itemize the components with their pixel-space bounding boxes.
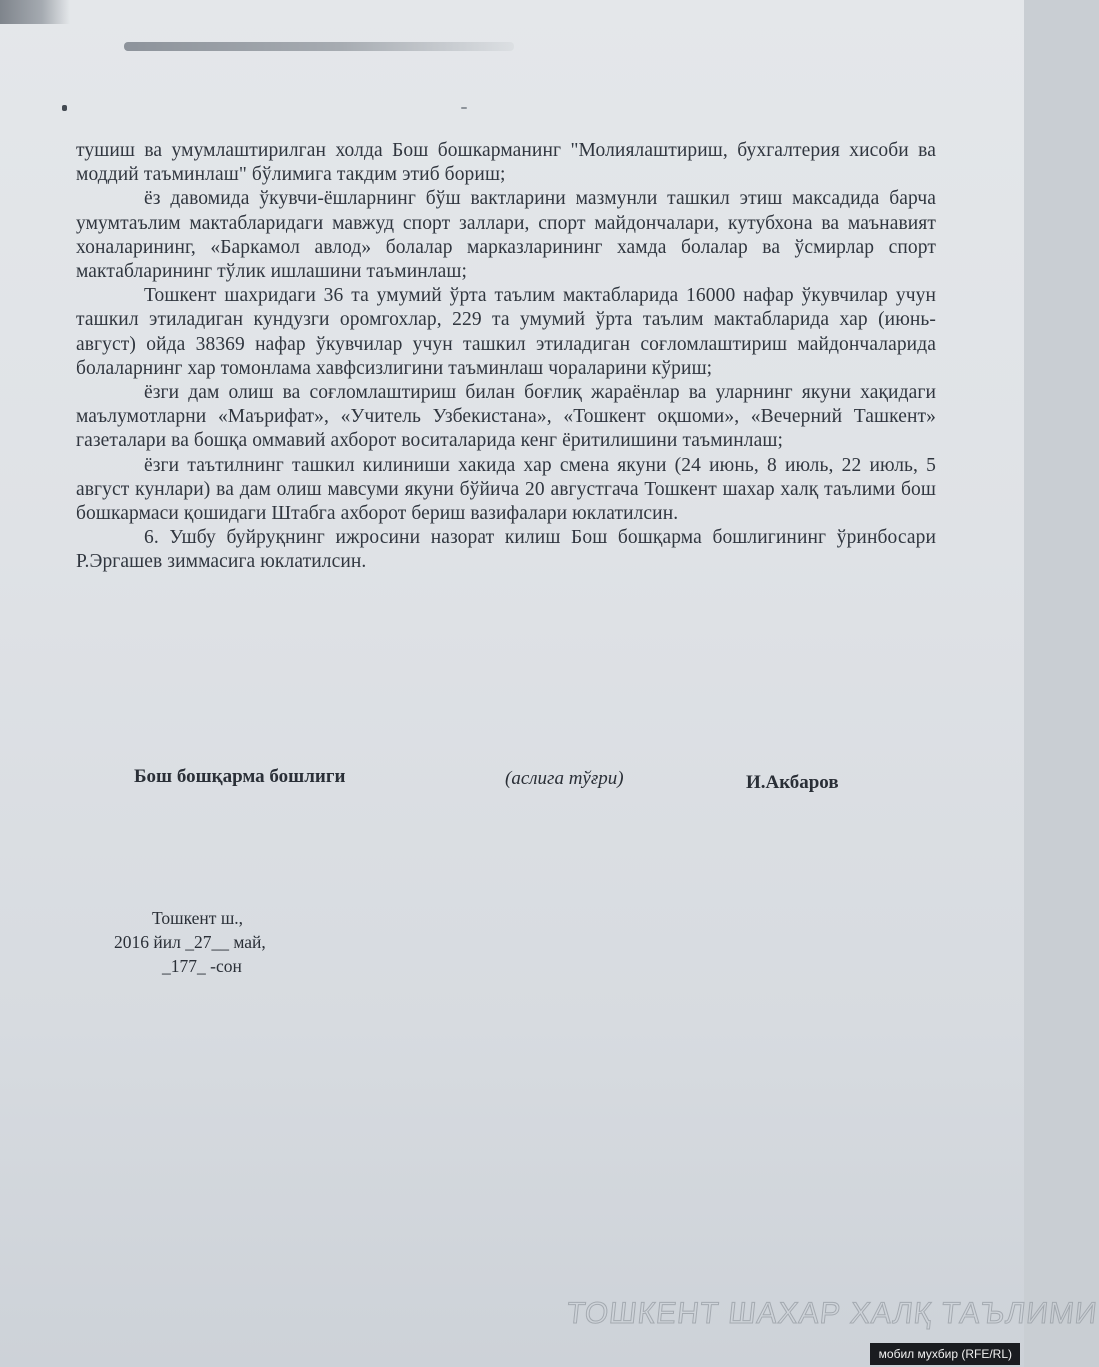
scan-artifact-line bbox=[124, 42, 514, 51]
faded-stamp: ТОШКЕНТ ШАХАР ХАЛҚ ТАЪЛИМИ bbox=[565, 1297, 1099, 1330]
document-reference bbox=[114, 906, 266, 978]
paragraph-free-time: ёз давомида ўкувчи-ёшларнинг бўш вактларини мазмунли ташкил этиш максадида барча умумтаълим мактабларидаги мавжуд спорт заллари, спорт майдончалари, кутубхона ва маънавият хоналарининг, «Баркамол авлод» болалар марказларининг хамда болалар ва ўсмирлар спорт мактабларининг тўлик ишлашини таъминлаш; bbox=[76, 188, 936, 283]
document-body bbox=[76, 139, 936, 575]
photo-credit: мобил мухбир (RFE/RL) bbox=[870, 1343, 1020, 1365]
signatory-title: Бош бошқарма бошлиги bbox=[134, 766, 346, 787]
paragraph-shift-reports: ёзги таътилнинг ташкил килиниши хакида хар смена якуни (24 июнь, 8 июль, 22 июль, 5 август кунлари) ва дам олиш мавсуми якуни бўйича 20 августгача Тошкент шахар халқ таълими бош бошкармаси қошидаги Штабга ахборот бериш вазифалари юклатилсин. bbox=[76, 454, 936, 525]
page-corner-shadow bbox=[0, 0, 70, 24]
paragraph-safety: Тошкент шахридаги 36 та умумий ўрта таълим мактабларида 16000 нафар ўкувчилар учун ташкил этиладиган кундузги оромгохлар, 229 та умумий ўрта таълим мактабларида хар (июнь-август) ойда 38369 нафар ўкувчилар учун ташкил этиладиган соғломлаштириш майдончаларида болаларнинг хар томонлама хавфсизлигини таъминлаш чораларини кўриш; bbox=[76, 285, 936, 379]
certified-copy-note: (аслига тўғри) bbox=[505, 768, 624, 789]
paragraph-media: ёзги дам олиш ва соғломлаштириш билан боғлиқ жараёнлар ва уларнинг якуни хақидаги маълумотларни «Маърифат», «Учитель Узбекистана», «Тошкент оқшоми», «Вечерний Ташкент» газеталари ва бошқа оммавий ахборот воситаларида кенг ёритилишини таъминлаш; bbox=[76, 382, 936, 452]
ink-speck bbox=[461, 107, 467, 109]
signatory-name: И.Акбаров bbox=[746, 772, 839, 793]
signature-block bbox=[0, 766, 1024, 800]
reference-number: _177_ -сон bbox=[162, 956, 242, 976]
reference-city: Тошкент ш., bbox=[152, 908, 244, 928]
ink-speck bbox=[62, 105, 67, 111]
reference-date: 2016 йил _27__ май, bbox=[114, 932, 266, 952]
paragraph-control: 6. Ушбу буйруқнинг ижросини назорат килиш Бош бошқарма бошлигининг ўринбосари Р.Эргашев зиммасига юклатилсин. bbox=[76, 527, 936, 573]
paragraph-reporting: тушиш ва умумлаштирилган холда Бош бошкарманинг "Молиялаштириш, бухгалтерия хисоби ва моддий таъминлаш" бўлимига такдим этиб бориш; bbox=[76, 140, 936, 186]
